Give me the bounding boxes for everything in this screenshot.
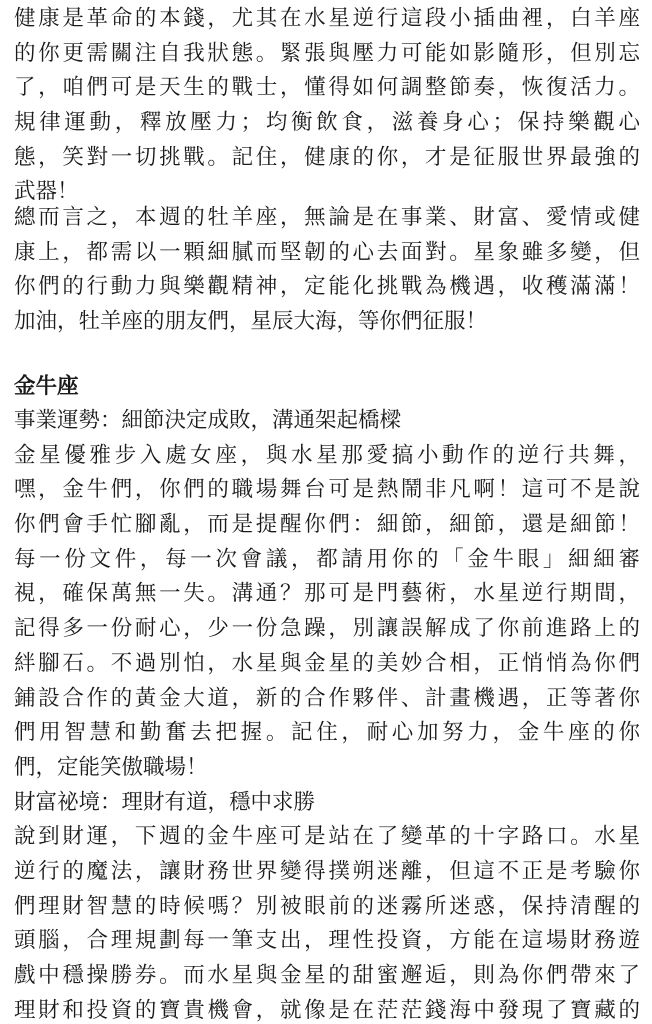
text-line: 加油，牡羊座的朋友們，星辰大海，等你們征服！ [14,309,488,335]
text-line: 說到財運，下週的金牛座可是站在了變革的十字路口。水星 [14,824,640,850]
text-line: 理財和投資的寶貴機會，就像是在茫茫錢海中發現了寶藏的 [14,997,640,1023]
text-line: 逆行的魔法，讓財務世界變得撲朔迷離，但這不正是考驗你 [14,858,640,884]
text-line: 態，笑對一切挑戰。記住，健康的你，才是征服世界最強的 [14,144,640,170]
taurus-career-section [14,404,640,1024]
text-line: 你們會手忙腳亂，而是提醒你們：細節，細節，還是細節！ [14,512,640,538]
text-line: 鋪設合作的黃金大道，新的合作夥伴、計畫機遇，正等著你 [14,685,640,711]
text-line: 視，確保萬無一失。溝通？那可是門藝術，水星逆行期間， [14,581,640,607]
text-line: 頭腦，合理規劃每一筆支出，理性投資，方能在這場財務遊 [14,928,640,954]
text-line: 記得多一份耐心，少一份急躁，別讓誤解成了你前進路上的 [14,616,640,642]
text-line: 戲中穩操勝券。而水星與金星的甜蜜邂逅，則為你們帶來了 [14,963,640,988]
wealth-subtitle: 財富祕境：理財有道，穩中求勝 [14,789,316,815]
text-line: 們理財智慧的時候嗎？別被眼前的迷霧所迷惑，保持清醒的 [14,893,640,919]
text-line: 嘿，金牛們，你們的職場舞台可是熱鬧非凡啊！這可不是說 [14,477,640,503]
text-line: 康上，都需以一顆細膩而堅韌的心去面對。星象雖多變，但 [14,239,640,265]
career-subtitle: 事業運勢：細節決定成敗，溝通架起橋樑 [14,408,402,433]
text-line: 了，咱們可是天生的戰士，懂得如何調整節奏，恢復活力。 [14,75,640,101]
aries-summary-paragraph [14,201,640,340]
text-line: 武器！ [14,179,79,205]
text-line: 金星優雅步入處女座，與水星那愛搞小動作的逆行共舞， [14,442,640,468]
text-line: 的你更需關注自我狀態。緊張與壓力可能如影隨形，但別忘 [14,40,640,66]
aries-health-paragraph [14,2,640,210]
text-line: 們，定能笑傲職場！ [14,754,208,780]
text-line: 絆腳石。不過別怕，水星與金星的美妙合相，正悄悄為你們 [14,650,640,676]
text-line: 們用智慧和勤奮去把握。記住，耐心加努力，金牛座的你 [14,720,640,746]
text-line: 總而言之，本週的牡羊座，無論是在事業、財富、愛情或健 [14,205,640,230]
text-line: 規律運動，釋放壓力；均衡飲食，滋養身心；保持樂觀心 [14,110,640,136]
taurus-heading: 金牛座 [14,374,79,399]
text-line: 每一份文件，每一次會議，都請用你的「金牛眼」細細審 [14,546,640,572]
text-line: 健康是革命的本錢，尤其在水星逆行這段小插曲裡，白羊座 [14,6,640,31]
text-line: 你們的行動力與樂觀精神，定能化挑戰為機遇，收穫滿滿！ [14,274,640,300]
